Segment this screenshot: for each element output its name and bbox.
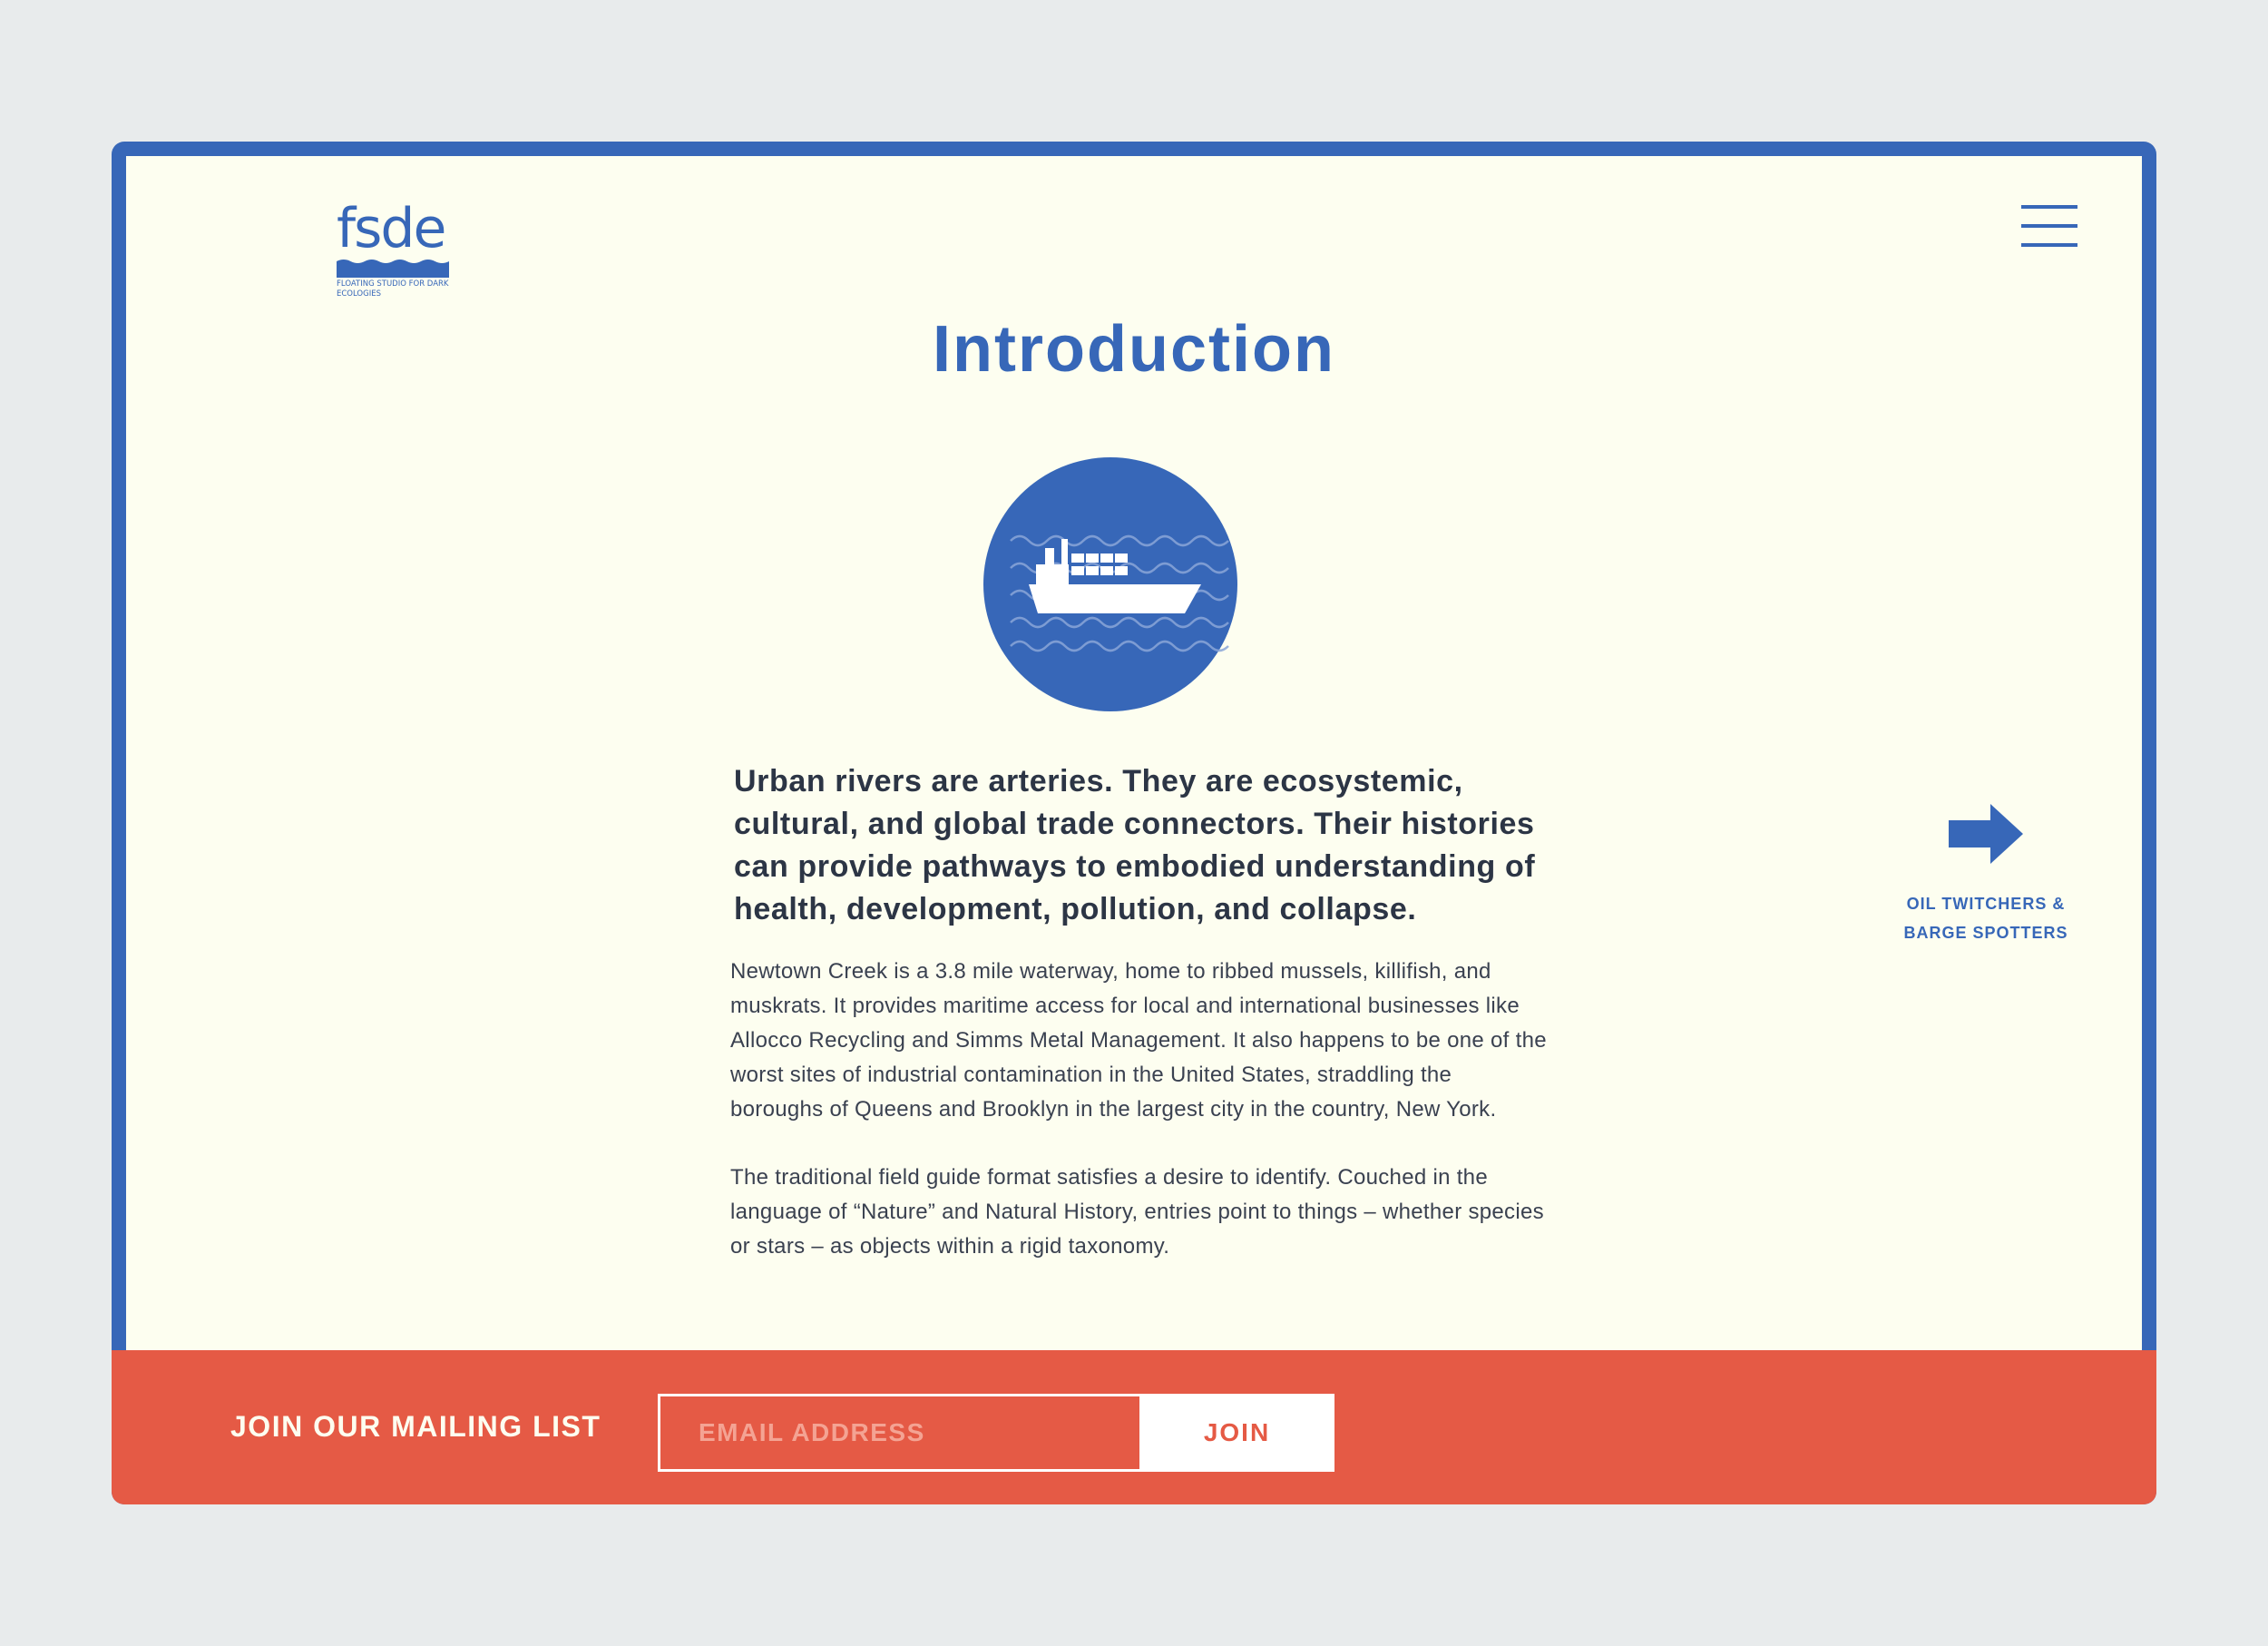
app-frame	[112, 142, 2156, 1504]
logo-tagline: FLOATING STUDIO FOR DARK ECOLOGIES	[337, 279, 449, 299]
intro-paragraph: Newtown Creek is a 3.8 mile waterway, home to ribbed mussels, killifish, and muskrats. It provides maritime access for local and international businesses like Allocco Recycling and Simms Metal Management. It also happens to be one of the worst sites of industrial contamination in the United States, straddling the boroughs of Queens and Brooklyn in the largest city in the country, New York.	[730, 959, 1547, 1122]
menu-icon-bar	[2021, 205, 2077, 209]
page-content	[126, 156, 2142, 1504]
email-input[interactable]	[658, 1394, 1139, 1472]
intro-content	[730, 760, 1547, 1298]
cargo-ship-icon	[983, 457, 1237, 711]
mailing-list-bar	[112, 1350, 2156, 1504]
page-title: Introduction	[933, 313, 1335, 386]
right-arrow-icon	[1949, 804, 2023, 864]
join-button[interactable]: JOIN	[1139, 1394, 1334, 1472]
mailing-form	[658, 1394, 1334, 1472]
menu-button[interactable]	[2021, 205, 2077, 247]
menu-icon-bar	[2021, 243, 2077, 247]
menu-icon-bar	[2021, 224, 2077, 228]
logo-wave-icon	[337, 258, 449, 278]
site-logo[interactable]	[337, 197, 455, 299]
logo-wordmark: fsde	[337, 197, 445, 260]
intro-lead: Urban rivers are arteries. They are ecosystemic, cultural, and global trade connectors. Their histories can provide pathways to embodied understanding of health, development, pollution, and collapse.	[734, 764, 1536, 926]
next-section-label: OIL TWITCHERS & BARGE SPOTTERS	[1903, 895, 2068, 942]
mailing-list-label: JOIN OUR MAILING LIST	[230, 1410, 601, 1443]
intro-paragraph: The traditional field guide format satisfies a desire to identify. Couched in the language of “Nature” and Natural History, entries point to things – whether species or stars – as objects within a rigid taxonomy.	[730, 1165, 1544, 1259]
next-section-link[interactable]	[1882, 804, 2090, 947]
